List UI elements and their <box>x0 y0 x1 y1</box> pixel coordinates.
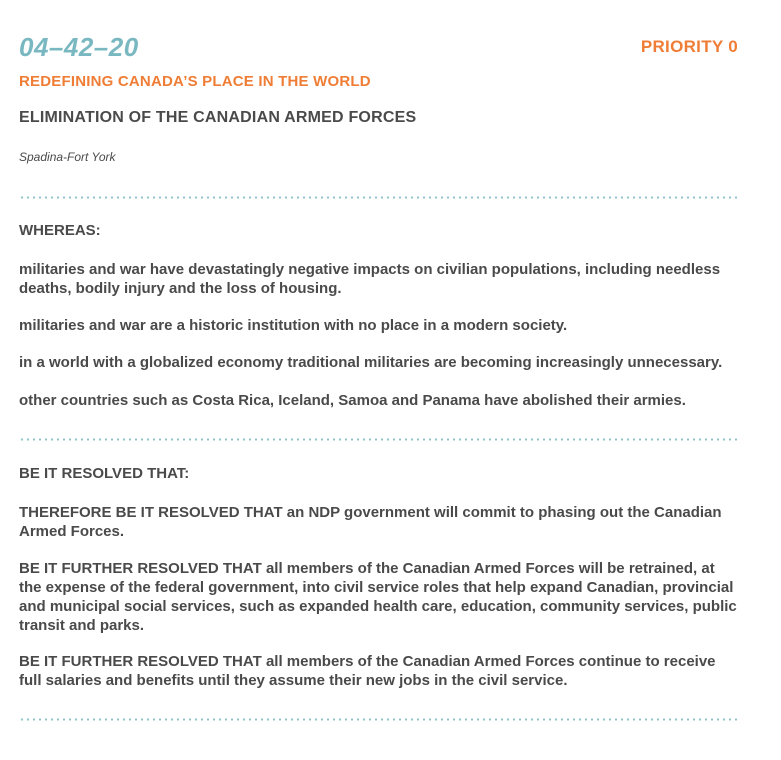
priority-label: PRIORITY 0 <box>640 37 738 56</box>
riding-name: Spadina-Fort York <box>19 150 116 164</box>
whereas-label: WHEREAS: <box>19 222 101 239</box>
dotted-divider <box>19 196 741 199</box>
whereas-clause: other countries such as Costa Rica, Iceland, Samoa and Panama have abolished their armies. <box>19 392 686 409</box>
whereas-clause: militaries and war have devastatingly negative impacts on civilian populations, including needless deaths, bodily injury and the loss of housing. <box>19 261 721 297</box>
resolution-page <box>19 0 741 689</box>
whereas-clause: militaries and war are a historic institution with no place in a modern society. <box>19 317 568 334</box>
resolution-number: 04–42–20 <box>19 32 139 62</box>
resolved-clause: BE IT FURTHER RESOLVED THAT all members of the Canadian Armed Forces continue to receive full salaries and benefits until they assume their new jobs in the civil service. <box>19 653 716 689</box>
section-heading: REDEFINING CANADA’S PLACE IN THE WORLD <box>19 73 371 90</box>
resolved-clause: THEREFORE BE IT RESOLVED THAT an NDP government will commit to phasing out the Canadian Armed Forces. <box>19 504 722 540</box>
resolution-title: ELIMINATION OF THE CANADIAN ARMED FORCES <box>19 109 417 126</box>
whereas-clause: in a world with a globalized economy traditional militaries are becoming increasingly unnecessary. <box>19 354 723 371</box>
resolution-header <box>19 0 741 66</box>
resolved-label: BE IT RESOLVED THAT: <box>19 465 190 482</box>
dotted-divider <box>19 438 741 441</box>
dotted-divider <box>19 718 741 721</box>
resolved-clause: BE IT FURTHER RESOLVED THAT all members of the Canadian Armed Forces will be retrained, at the expense of the federal government, into civil service roles that help expand Canadian, provincial and municipal social services, such as expanded health care, education, community services, public transit and parks. <box>19 560 737 634</box>
